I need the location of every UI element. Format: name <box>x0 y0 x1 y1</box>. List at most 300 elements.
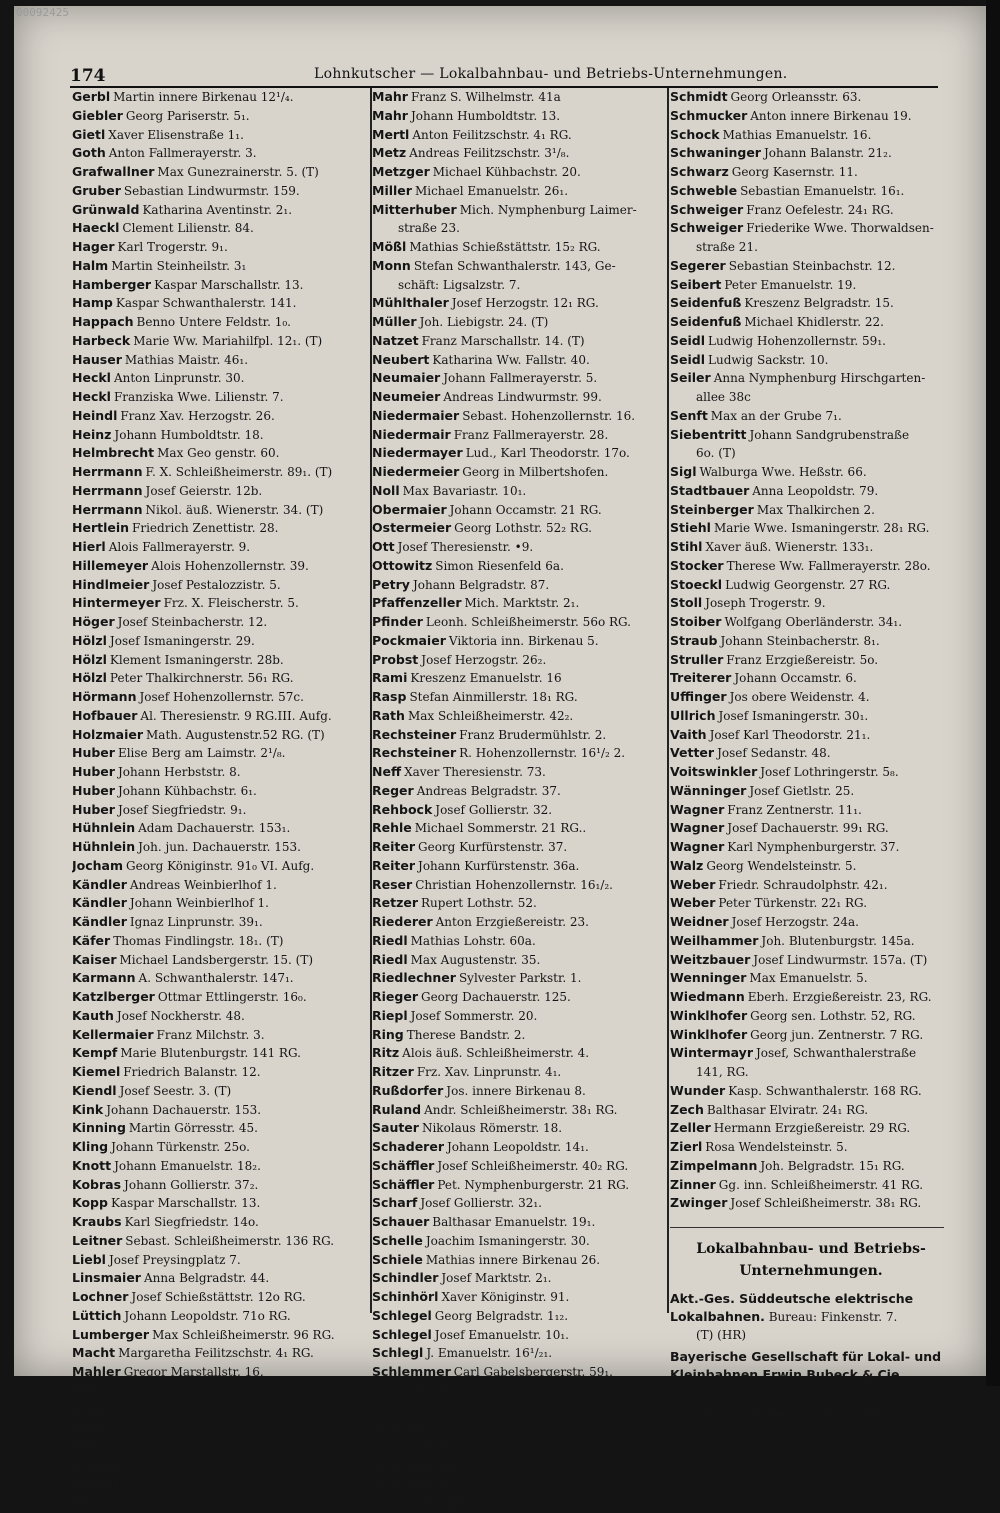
directory-entry <box>372 1288 668 1307</box>
directory-entry <box>670 351 952 370</box>
directory-entry <box>670 707 952 726</box>
directory-entry <box>372 107 668 126</box>
entry-details: Kreszenz Belgradstr. 15. <box>744 296 894 311</box>
directory-entry <box>372 838 668 857</box>
entry-details: Johann Fallmerayerstr. 5. <box>443 371 598 386</box>
running-head: Lohnkutscher — Lokalbahnbau- und Betriebs-Unternehmungen. <box>314 66 788 82</box>
scan-id: 00092425 <box>16 6 69 19</box>
entry-surname: Hamberger <box>72 276 152 292</box>
entry-details: Christian Hohenzollernstr. 16₁/₂. <box>415 877 613 892</box>
directory-entry <box>72 351 370 370</box>
directory-entry <box>72 182 370 201</box>
directory-entry <box>72 726 370 745</box>
entry-surname: Rieger <box>372 989 418 1004</box>
entry-surname: Schweiger <box>670 220 744 236</box>
entry-details: Franz Fallmerayerstr. 28. <box>453 427 609 442</box>
entry-details: Josef, Schwanthalerstraße <box>755 1046 917 1061</box>
directory-entry <box>372 894 668 913</box>
entry-surname: Steinberger <box>670 501 754 517</box>
entry-details: Johann Humboldtstr. 18. <box>114 427 264 442</box>
directory-entry <box>372 857 668 876</box>
directory-entry <box>670 163 952 182</box>
entry-surname: Wänninger <box>670 782 747 798</box>
entry-details: Josef Lothringerstr. 5₈. <box>760 765 899 779</box>
directory-entry <box>372 1307 668 1326</box>
directory-entry <box>72 782 370 801</box>
entry-details: Josef Hohenzollernstr. 57c. <box>139 690 304 704</box>
entry-details: Frz. Xav. Linprunstr. 4₁. <box>416 1065 562 1079</box>
entry-surname: Schäffler <box>372 1157 435 1173</box>
entry-surname: Hölzl <box>72 632 107 648</box>
directory-entry <box>372 332 668 351</box>
directory-entry <box>670 932 952 951</box>
entry-surname: Schmid <box>372 1420 424 1436</box>
directory-entry <box>670 276 952 295</box>
entry-details: Anton Fallmerayerstr. 3. <box>108 146 257 161</box>
directory-entry <box>372 1419 668 1438</box>
entry-surname: Stoll <box>670 595 703 611</box>
directory-entry <box>372 1232 668 1251</box>
entry-details: Eberh. Erzgießereistr. 23, RG. <box>747 990 932 1004</box>
entry-surname: Maier <box>72 1401 112 1417</box>
entry-surname: Schmucker <box>670 107 748 123</box>
entry-details: Sebastian Steinbachstr. 12. <box>728 258 896 273</box>
entry-details: Andreas Weinbierlhof 1. <box>129 877 277 892</box>
directory-entry <box>372 1269 668 1288</box>
directory-entry <box>72 1494 370 1513</box>
entry-surname: Schweiger <box>670 201 744 217</box>
entry-details: allee 38c <box>696 390 751 404</box>
entry-surname: Ring <box>372 1026 404 1042</box>
entry-surname: Mahr <box>372 107 408 123</box>
entry-details: Georg Belgradstr. 1₁₂. <box>434 1308 569 1323</box>
directory-entry <box>670 632 952 651</box>
entry-surname: Scharf <box>372 1195 418 1211</box>
entry-details: Joh. Liebigstr. 24. (T) <box>419 315 549 329</box>
entry-details: Franz Milchstr. 3. <box>156 1027 265 1042</box>
entry-details: Josef Seestr. 3. (T) <box>119 1083 232 1098</box>
entry-surname: Lumberger <box>72 1326 150 1342</box>
entry-surname: Stiehl <box>670 520 711 536</box>
entry-details: Stefan Ainmillerstr. 18₁ RG. <box>409 690 578 704</box>
entry-details: Kaspar Marschallstr. 13. <box>154 277 304 292</box>
entry-surname: Stocker <box>670 557 724 573</box>
entry-surname: Zech <box>670 1101 704 1117</box>
directory-entry <box>372 163 668 182</box>
entry-details: Josef Theresienstr. •9. <box>397 540 534 554</box>
entry-details: Johann Leopoldstr. 14₁. <box>446 1140 589 1154</box>
entry-details: Georg sen. Lothstr. 52, RG. <box>750 1008 916 1023</box>
directory-entry <box>670 557 952 576</box>
directory-entry <box>670 182 952 201</box>
directory-entry <box>72 276 370 295</box>
directory-entry <box>372 1344 668 1363</box>
entry-surname: Zeller <box>670 1120 711 1136</box>
entry-details: Karl Siegfriedstr. 14o. <box>124 1215 259 1229</box>
page-number: 174 <box>70 66 106 86</box>
directory-entry <box>670 463 952 482</box>
entry-details: Al. Theresienstr. 9 RG.III. Aufg. <box>140 708 332 723</box>
directory-entry <box>372 1101 668 1120</box>
entry-surname: Hauser <box>72 351 122 367</box>
entry-details: Michael Emanuelstr. 26₁. <box>414 183 569 198</box>
entry-details: Franz Xav. Herzogstr. 26. <box>120 408 275 423</box>
entry-surname: Pockmaier <box>372 632 446 648</box>
directory-entry <box>670 613 952 632</box>
entry-surname: Schlegl <box>372 1345 424 1361</box>
column-1 <box>72 88 370 1513</box>
directory-entry <box>72 1232 370 1251</box>
entry-details: Ottmar Ettlingerstr. 16₀. <box>157 990 307 1004</box>
directory-entry <box>670 1007 952 1026</box>
section-title-line1: Lokalbahnbau- und Betriebs- <box>696 1241 926 1257</box>
entry-surname: Riepl <box>372 1007 408 1023</box>
entry-surname: Gerbl <box>72 89 111 104</box>
directory-entry <box>670 838 952 857</box>
directory-entry <box>670 369 952 388</box>
entry-details: Walburga Wwe. Heßstr. 66. <box>699 465 867 479</box>
entry-details: Georg Wendelsteinstr. 5. <box>706 858 857 873</box>
directory-entry <box>72 988 370 1007</box>
directory-entry <box>372 876 668 895</box>
directory-entry <box>72 1138 370 1157</box>
section-divider <box>670 1227 944 1228</box>
entry-details: Friedrich Zenettistr. 28. <box>132 521 279 536</box>
directory-entry <box>72 951 370 970</box>
directory-entry <box>372 669 668 688</box>
entry-surname: Ottowitz <box>372 557 433 573</box>
company-extra: Bureau: Dachauerstr. 9₂ I. Aufgang. <box>696 1426 914 1440</box>
entry-surname: Natzet <box>372 332 419 348</box>
entry-surname: Wagner <box>670 820 725 836</box>
directory-entry <box>372 1438 668 1457</box>
directory-entry <box>670 1119 952 1138</box>
entry-details: Hermann Erzgießereistr. 29 RG. <box>713 1121 911 1136</box>
directory-entry <box>72 707 370 726</box>
directory-entry <box>72 763 370 782</box>
entry-surname: Ostermeier <box>372 520 452 536</box>
entry-details: Josef Schießstättstr. 9. <box>467 1458 605 1473</box>
entry-surname: Neumeier <box>372 389 441 404</box>
directory-entry <box>372 1082 668 1101</box>
entry-details: A. Schwanthalerstr. 147₁. <box>138 971 294 986</box>
entry-details: Thomas Findlingstr. 18₁. (T) <box>113 933 284 948</box>
company-list <box>670 1290 952 1442</box>
entry-details: Kreszenz Emanuelstr. 16 <box>410 671 562 686</box>
directory-entry <box>72 88 370 107</box>
directory-entry <box>670 688 952 707</box>
directory-entry <box>72 238 370 257</box>
entry-details: Josef Herzogstr. 12₁ RG. <box>451 296 599 311</box>
directory-entry <box>72 407 370 426</box>
entry-surname: Monn <box>372 257 411 273</box>
entry-surname: Stoeckl <box>670 576 723 592</box>
entry-surname: Kellermaier <box>72 1026 154 1042</box>
entry-details: Max an der Grube 7₁. <box>710 408 842 423</box>
entry-surname: Linsmaier <box>72 1270 141 1286</box>
entry-surname: Mitterhuber <box>372 201 457 217</box>
entry-details: Georg Königinstr. 91₀ VI. Aufg. <box>126 858 315 873</box>
entry-details: Josef Geierstr. 12b. <box>145 483 263 498</box>
entry-surname: Riedl <box>372 951 408 967</box>
entry-details: straße 21. <box>696 240 758 254</box>
entry-surname: Kling <box>72 1139 109 1154</box>
entry-surname: Straub <box>670 632 718 648</box>
entry-details: straße 16¹/₂. <box>398 1402 474 1417</box>
entry-surname: Schaderer <box>372 1139 444 1154</box>
entry-surname: Miller <box>372 182 412 198</box>
directory-entry <box>72 369 370 388</box>
company-extra: (T) (HR) <box>696 1328 747 1342</box>
entry-surname: Maier <box>72 1420 112 1436</box>
directory-entry <box>670 238 952 257</box>
directory-entry <box>670 501 952 520</box>
entry-details: Friedrich Balanstr. 12. <box>123 1065 261 1079</box>
entry-details: Johann Belgradstr. 87. <box>412 577 550 592</box>
entry-surname: Weber <box>670 895 716 911</box>
entry-details: Josef Preysingplatz 7. <box>108 1252 241 1267</box>
entry-surname: Segerer <box>670 257 726 273</box>
directory-entry <box>372 1213 668 1232</box>
entry-details: Josef Lindwurmstr. 157a. (T) <box>753 952 928 967</box>
directory-entry <box>670 426 952 445</box>
entry-details: Josef Pestalozzistr. 5. <box>152 577 281 592</box>
directory-entry <box>670 1101 952 1120</box>
entry-surname: Kaiser <box>72 951 117 967</box>
directory-entry <box>670 576 952 595</box>
company-address: Bureau: Finkenstr. 7. <box>764 1310 898 1324</box>
entry-surname: Hölzl <box>72 670 107 686</box>
entry-details: Katharina Aventinstr. 2₁. <box>142 202 293 217</box>
entry-surname: Jocham <box>72 857 124 873</box>
entry-surname: Hillemeyer <box>72 557 149 573</box>
directory-entry <box>72 1251 370 1270</box>
entry-details: Anton innere Birkenau 19. <box>750 108 912 123</box>
entry-details: Max Augustenstr. 35. <box>410 952 541 967</box>
entry-surname: Grünwald <box>72 201 140 217</box>
directory-entry <box>372 1026 668 1045</box>
entry-details: Martin Görresstr. 45. <box>128 1121 258 1136</box>
entry-surname: Hintermeyer <box>72 595 161 611</box>
directory-entry <box>72 594 370 613</box>
column-3 <box>670 88 952 1446</box>
directory-entry <box>670 332 952 351</box>
directory-entry <box>72 1044 370 1063</box>
entry-surname: Schmidt <box>670 89 728 104</box>
directory-entry <box>72 332 370 351</box>
entry-details: Andreas Lindwurmstr. 99. <box>443 390 602 404</box>
entry-surname: Maindl <box>72 1457 120 1473</box>
entry-surname: Ritz <box>372 1045 400 1061</box>
entry-details: Sylvester Parkstr. 1. <box>458 971 582 986</box>
entry-surname: Huber <box>72 764 115 779</box>
entry-surname: Niedermayer <box>372 445 463 461</box>
entry-details: Joh. Belgradstr. 15₁ RG. <box>760 1158 905 1173</box>
entry-details: Georg Kurfürstenstr. 37. <box>418 840 568 854</box>
directory-entry <box>372 1251 668 1270</box>
entry-details: Nikol. äuß. Wienerstr. 34. (T) <box>145 502 324 517</box>
entry-surname: Maier <box>72 1439 112 1454</box>
directory-entry <box>372 688 668 707</box>
entry-surname: Rußdorfer <box>372 1082 444 1098</box>
entry-details: Johann Herbststr. 8. <box>117 765 241 779</box>
entry-details: Anna Belgradstr. 44. <box>143 1271 270 1286</box>
directory-entry <box>72 201 370 220</box>
directory-entry <box>670 294 952 313</box>
directory-entry <box>72 1382 370 1401</box>
directory-entry <box>670 857 952 876</box>
directory-entry <box>372 801 668 820</box>
directory-entry <box>72 538 370 557</box>
directory-entry <box>670 801 952 820</box>
entry-details: Anna Nymphenburg Hirschgarten- <box>713 371 926 386</box>
directory-entry <box>72 313 370 332</box>
entry-details: Ludwig Hohenzollernstr. 59₁. <box>708 333 886 348</box>
entry-details: Josef Ismaningerstr. 30₁. <box>718 708 869 723</box>
directory-entry <box>670 144 952 163</box>
entry-surname: Niedermeier <box>372 464 460 479</box>
entry-details: Josef Gollierstr. 32₁. <box>420 1196 542 1211</box>
entry-details: Josef Dachauerstr. 99₁ RG. <box>727 821 889 836</box>
entry-surname: Wagner <box>670 801 725 817</box>
entry-details: 6o. (T) <box>696 446 736 461</box>
company-address: Bavariaring 43. (T) (HR) <box>670 1386 819 1400</box>
entry-surname: Uffinger <box>670 689 727 704</box>
entry-surname: Ott <box>372 539 395 554</box>
entry-surname: Schauer <box>372 1214 430 1229</box>
entry-details: Franz S. Wilhelmstr. 41a <box>410 90 561 104</box>
entry-surname: Voitswinkler <box>670 764 758 779</box>
entry-details: Kaspar Marschallstr. 13. <box>110 1196 261 1211</box>
directory-entry <box>372 388 668 407</box>
entry-surname: Schweble <box>670 182 738 198</box>
entry-surname: Gietl <box>72 126 106 142</box>
directory-entry <box>372 969 668 988</box>
entry-details: R. Hohenzollernstr. 16¹/₂ 2. <box>459 746 626 761</box>
entry-surname: Macht <box>72 1345 116 1361</box>
entry-details: Leonh. Schleißheimerstr. 56o RG. <box>425 615 631 629</box>
entry-surname: Kobras <box>72 1176 122 1192</box>
directory-entry <box>72 857 370 876</box>
entry-surname: Haeckl <box>72 220 120 236</box>
entry-details: Martin Clemensstr. 25. <box>473 1496 614 1511</box>
entry-details: Andr. Schleißheimerstr. 38₁ RG. <box>424 1102 618 1117</box>
directory-entry <box>372 276 668 295</box>
directory-entry <box>72 519 370 538</box>
entry-surname: Schmidbauer <box>372 1476 465 1492</box>
entry-details: Alois Hohenzollernstr. 39. <box>151 558 309 573</box>
directory-entry <box>372 1063 668 1082</box>
directory-entry <box>72 1026 370 1045</box>
entry-details: 141, RG. <box>696 1065 749 1079</box>
directory-entry <box>372 913 668 932</box>
directory-entry <box>372 988 668 1007</box>
entry-surname: Heinz <box>72 426 112 442</box>
entry-details: Kaspar Schwanthalerstr. 141. <box>115 296 297 311</box>
entry-details: Friedr. Schraudolphstr. 42₁. <box>718 877 888 892</box>
entry-details: Franz Erzgießereistr. 5o. <box>726 652 879 667</box>
entry-surname: Riedl <box>372 932 408 948</box>
entry-surname: Käfer <box>72 932 111 948</box>
entry-details: Georg Dachauerstr. 125. <box>420 990 571 1004</box>
entry-details: Kasp. Schwanthalerstr. 168 RG. <box>728 1083 922 1098</box>
entry-details: Josef Nockherstr. 48. <box>116 1008 245 1023</box>
company-entry <box>670 1348 952 1402</box>
entry-details: Martin innere Birkenau 12¹/₄. <box>113 90 294 104</box>
entry-details: Sebast. Schleißheimerstr. 136 RG. <box>125 1233 335 1248</box>
directory-entry <box>72 1401 370 1420</box>
entry-details: Josef Herzogstr. 24a. <box>731 915 859 929</box>
entry-surname: Riedlechner <box>372 970 456 986</box>
entry-details: Franz Zentnerstr. 11₁. <box>727 802 862 817</box>
directory-entry <box>72 463 370 482</box>
entry-surname: Happach <box>72 314 134 329</box>
directory-entry <box>670 1138 952 1157</box>
entry-surname: Rechsteiner <box>372 726 457 742</box>
entry-details: Karl Nymphenburgerstr. 37. <box>727 840 900 854</box>
entry-details: Viktoria inn. Birkenau 5. <box>448 633 599 648</box>
directory-entry <box>72 1213 370 1232</box>
directory-entry <box>670 782 952 801</box>
entry-surname: Treiterer <box>670 670 732 686</box>
directory-entry <box>72 744 370 763</box>
directory-entry <box>72 632 370 651</box>
directory-entry <box>72 801 370 820</box>
entry-surname: Hühnlein <box>72 839 136 854</box>
scan-edge <box>986 0 1000 1386</box>
entry-surname: Mahr <box>372 89 408 104</box>
directory-entry <box>72 501 370 520</box>
entry-details: Johann Gollierstr. 37₂. <box>124 1177 259 1192</box>
entry-details: Sebast. Hohenzollernstr. 16. <box>462 408 636 423</box>
entry-details: Adam Dachauerstr. 153₁. <box>138 821 291 836</box>
entry-details: Lud., Karl Theodorstr. 17o. <box>465 446 630 461</box>
directory-entry <box>670 519 952 538</box>
entry-surname: Schmidbauer <box>372 1439 465 1454</box>
entry-details: Frz. X. Fleischerstr. 5. <box>163 596 299 611</box>
directory-entry <box>670 594 952 613</box>
entry-surname: Rehle <box>372 820 412 836</box>
directory-entry <box>72 1063 370 1082</box>
directory-entry <box>670 726 952 745</box>
entry-details: F. X. Schleißheimerstr. 89₁. (T) <box>145 465 333 479</box>
entry-surname: Heckl <box>72 370 111 386</box>
entry-details: Johann Emanuelstr. 18₂. <box>114 1158 261 1173</box>
company-name: Akt.-Ges. Süddeutsche elektrische Lokalbahnen. <box>670 1291 914 1324</box>
entry-details: Joachim Ismaningerstr. 30. <box>425 1233 590 1248</box>
entry-surname: Huber <box>72 782 115 798</box>
entry-details: Josef Schießstättstr. 12o RG. <box>131 1290 306 1304</box>
entry-details: Georg Lothstr. 52₂ RG. <box>454 521 592 536</box>
entry-surname: Neubert <box>372 351 430 367</box>
entry-details: Carl Gabelsbergerstr. 59₁. <box>453 1365 613 1379</box>
entry-surname: Neumaier <box>372 370 441 386</box>
entry-details: Josef Sedanstr. 48. <box>717 746 831 761</box>
directory-entry <box>372 763 668 782</box>
entry-details: Anna Leopoldstr. 79. <box>752 483 879 498</box>
entry-details: Karl a. d. Grube 11. <box>122 1458 243 1473</box>
entry-details: Max Bavariastr. 10₁. <box>402 483 527 498</box>
entry-details: Marie Ww. Mariahilfpl. 12₁. (T) <box>133 333 323 348</box>
company-address: (T)(HR) <box>883 1408 934 1422</box>
directory-entry <box>670 107 952 126</box>
entry-details: Anton Linprunstr. 30. <box>113 371 245 386</box>
entry-details: straße 23. <box>398 221 460 236</box>
entry-details: Pet. Nymphenburgerstr. 21 RG. <box>437 1177 630 1192</box>
entry-details: Max Gunezrainerstr. 5. (T) <box>157 165 319 179</box>
entry-details: Josef Sommerstr. 20. <box>410 1008 538 1023</box>
entry-surname: Schwaninger <box>670 145 761 161</box>
